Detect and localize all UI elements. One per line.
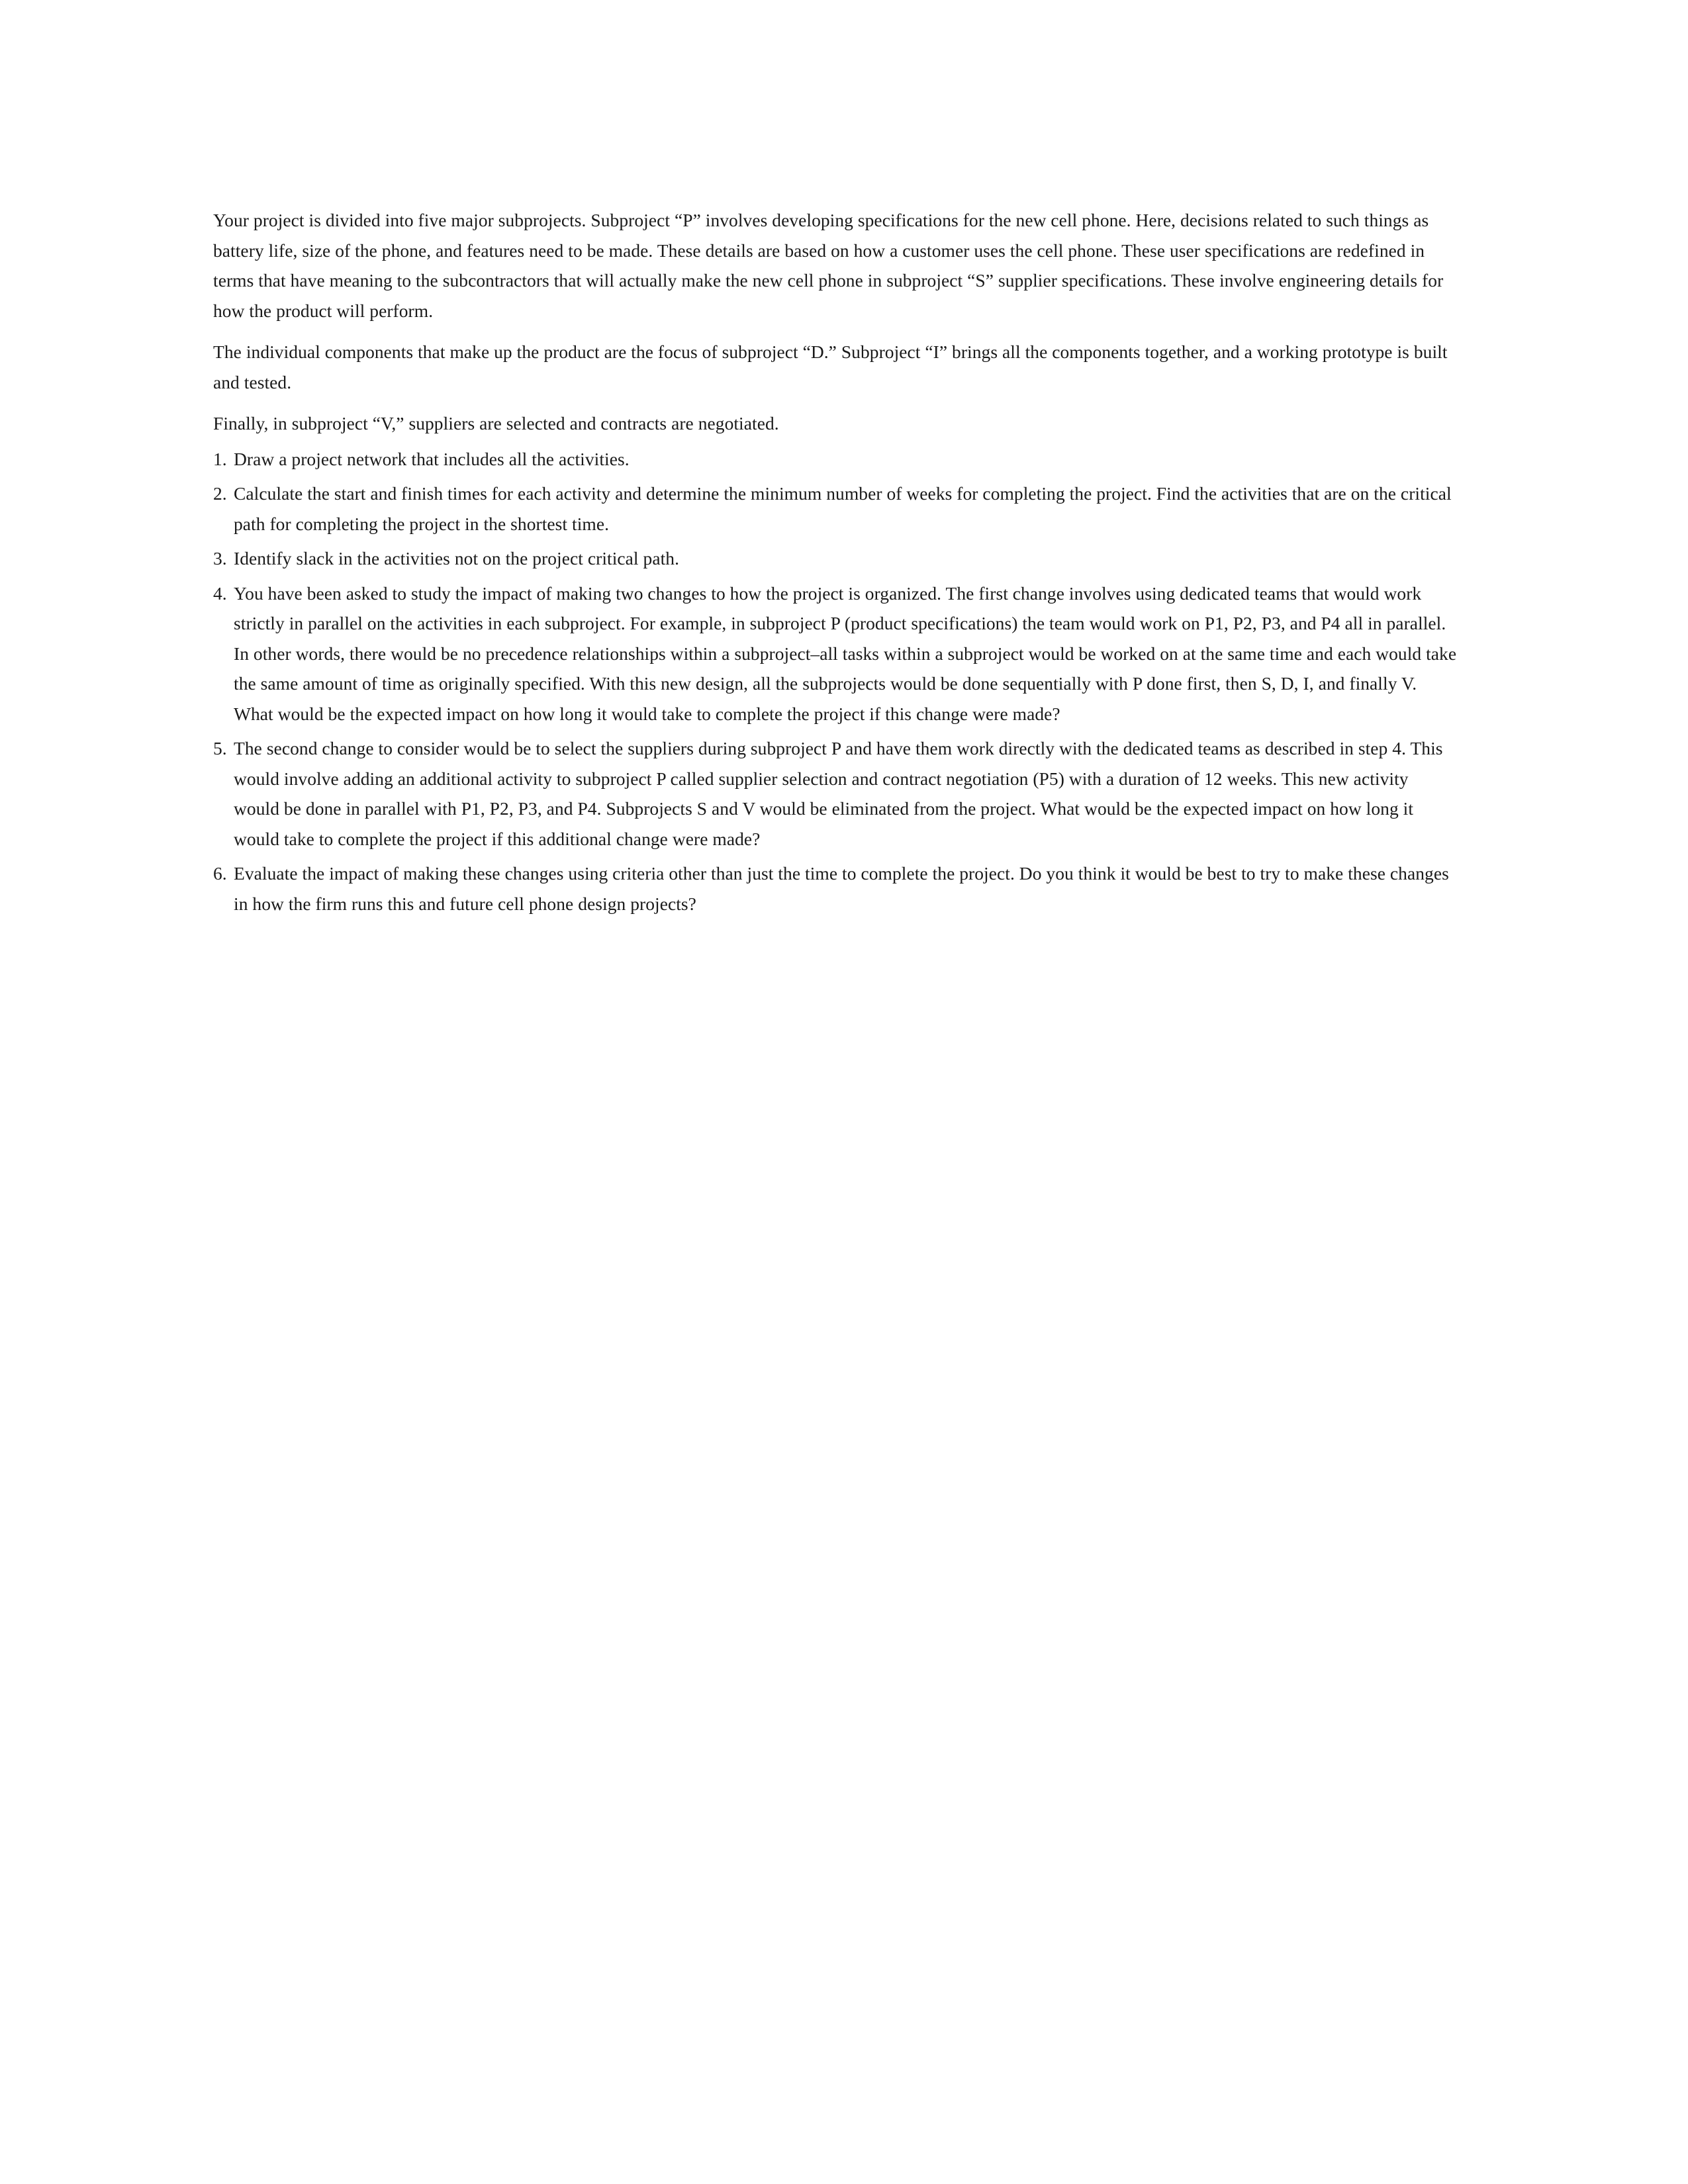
question-item — [213, 444, 1458, 475]
question-item — [213, 733, 1458, 854]
question-item — [213, 478, 1458, 539]
question-text: You have been asked to study the impact of making two changes to how the project is organized. The first change involves using dedicated teams that would work strictly in parallel on the activities in each subproject. For example, in subproject P (product specifications) the team would work on P1, P2, P3, and P4 all in parallel. In other words, there would be no precedence relationships within a subproject–all tasks within a subproject would be worked on at the same time and each would take the same amount of time as originally specified. With this new design, all the subprojects would be done sequentially with P done first, then S, D, I, and finally V. What would be the expected impact on how long it would take to complete the project if this change were made? — [234, 582, 1457, 724]
question-number: 5. — [213, 738, 227, 758]
question-item — [213, 858, 1458, 919]
intro-paragraph-suppliers: Finally, in subproject “V,” suppliers are selected and contracts are negotiated. — [213, 413, 779, 433]
question-number: 3. — [213, 548, 227, 569]
question-text: The second change to consider would be to select the suppliers during subproject P and have them work directly with the dedicated teams as described in step 4. This would involve adding an additional activity to subproject P called supplier selection and contract negotiation (P5) with a duration of 12 weeks. This new activity would be done in parallel with P1, P2, P3, and P4. Subprojects S and V would be eliminated from the project. What would be the expected impact on how long it would take to complete the project if this additional change were made? — [234, 738, 1443, 849]
document-page — [213, 205, 1458, 923]
question-text: Identify slack in the activities not on the project critical path. — [234, 548, 680, 569]
question-text: Calculate the start and finish times for each activity and determine the minimum number of weeks for completing the project. Find the activities that are on the critical path for completing the project in the shortest time. — [234, 483, 1452, 534]
question-number: 1. — [213, 448, 227, 469]
question-item — [213, 543, 1458, 574]
question-number: 2. — [213, 483, 227, 504]
question-number: 4. — [213, 582, 227, 604]
question-text: Evaluate the impact of making these changes using criteria other than just the time to complete the project. Do you think it would be best to try to make these changes in how the firm runs this and future cell phone design projects? — [234, 863, 1449, 914]
question-text: Draw a project network that includes all the activities. — [234, 448, 630, 469]
intro-paragraph-components: The individual components that make up the product are the focus of subproject “D.” Subproject “I” brings all the components together, and a working prototype is built and tested. — [213, 341, 1448, 392]
question-number: 6. — [213, 863, 227, 884]
intro-paragraph-subprojects: Your project is divided into five major subprojects. Subproject “P” involves developing specifications for the new cell phone. Here, decisions related to such things as battery life, size of the phone, and features need to be made. These details are based on how a customer uses the cell phone. These user specifications are redefined in terms that have meaning to the subcontractors that will actually make the new cell phone in subproject “S” supplier specifications. These involve engineering details for how the product will perform. — [213, 210, 1444, 321]
question-item — [213, 578, 1458, 729]
question-list — [213, 444, 1458, 919]
